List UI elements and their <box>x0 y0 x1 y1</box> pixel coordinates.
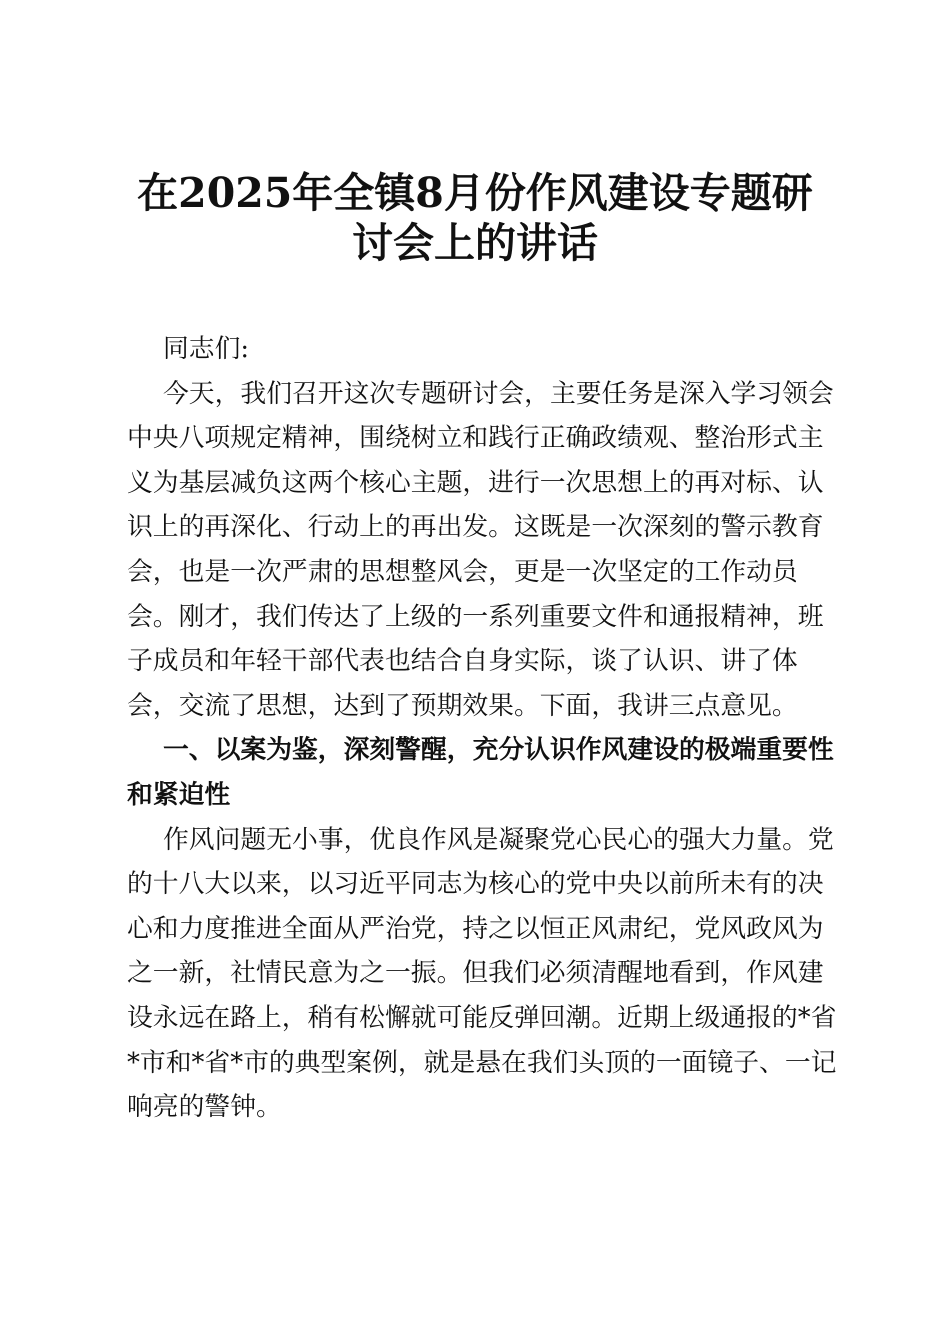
paragraph-line: 识上的再深化、行动上的再出发。这既是一次深刻的警示教育 <box>127 512 824 543</box>
paragraph-line: 会，交流了思想，达到了预期效果。下面，我讲三点意见。 <box>127 690 798 721</box>
paragraph-line: 之一新，社情民意为之一振。但我们必须清醒地看到，作风建 <box>127 958 824 989</box>
paragraph-line: 心和力度推进全面从严治党，持之以恒正风肃纪，党风政风为 <box>127 913 824 944</box>
paragraph-line: 今天，我们召开这次专题研讨会，主要任务是深入学习领会 <box>163 378 834 409</box>
paragraph-section-1 <box>127 818 847 1130</box>
document-title-line-2: 讨会上的讲话 <box>352 219 598 267</box>
paragraph-line: 中央八项规定精神，围绕树立和践行正确政绩观、整治形式主 <box>127 423 824 454</box>
paragraph-line: 响亮的警钟。 <box>127 1092 282 1123</box>
paragraph-line: *市和*省*市的典型案例，就是悬在我们头顶的一面镜子、一记 <box>127 1047 837 1078</box>
paragraph-intro <box>127 372 847 729</box>
heading-line: 一、以案为鉴，深刻警醒，充分认识作风建设的极端重要性 <box>163 735 834 766</box>
paragraph-line: 会。刚才，我们传达了上级的一系列重要文件和通报精神，班 <box>127 601 824 632</box>
paragraph-line: 的十八大以来，以习近平同志为核心的党中央以前所未有的决 <box>127 869 824 900</box>
section-heading-1 <box>127 728 847 817</box>
heading-line: 和紧迫性 <box>127 779 231 810</box>
paragraph-line: 会，也是一次严肃的思想整风会，更是一次坚定的工作动员 <box>127 556 798 587</box>
paragraph-line: 设永远在路上，稍有松懈就可能反弹回潮。近期上级通报的*省 <box>127 1002 837 1033</box>
document-title-line-1: 在2025年全镇8月份作风建设专题研 <box>137 169 813 217</box>
paragraph-line: 子成员和年轻干部代表也结合自身实际，谈了认识、讲了体 <box>127 646 798 677</box>
paragraph-line: 作风问题无小事，优良作风是凝聚党心民心的强大力量。党 <box>163 824 834 855</box>
paragraph-line: 义为基层减负这两个核心主题，进行一次思想上的再对标、认 <box>127 467 824 498</box>
document-body <box>127 327 847 1130</box>
salutation: 同志们: <box>163 334 250 364</box>
